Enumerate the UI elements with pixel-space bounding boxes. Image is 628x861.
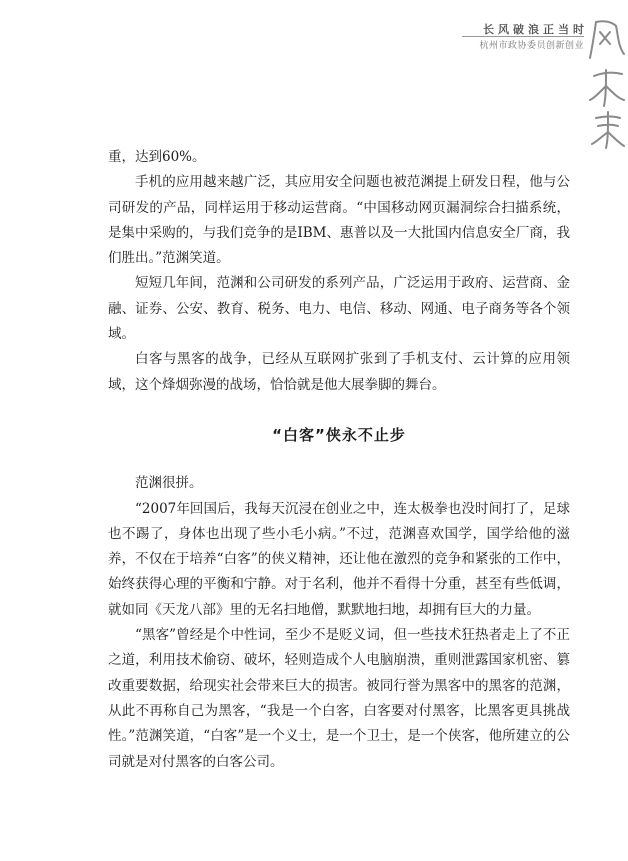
- calligraphy-logo: [586, 14, 626, 154]
- running-header-subtitle: 杭州市政协委员创新创业: [479, 41, 584, 51]
- calligraphy-logo-graphic: [586, 14, 626, 154]
- running-header-title: 长风破浪正当时: [483, 23, 588, 36]
- paragraph: 手机的应用越来越广泛，其应用安全问题也被范渊提上研发日程，他与公司研发的产品，同样运用于移动运营商。“中国移动网页漏洞综合扫描系统，是集中采购的，与我们竞争的是IBM、惠普以及一大批国内信息安全厂商，我们胜出。”范渊笑道。: [108, 174, 570, 267]
- paragraph: “2007年回国后，我每天沉浸在创业之中，连太极拳也没时间打了，足球也不踢了，身体也出现了些小毛小病。”不过，范渊喜欢国学，国学给他的滋养，不仅在于培养“白客”的侠义精神，还让他在激烈的竞争和紧张的工作中，始终获得心理的平衡和宁静。对于名利，他并不看得十分重，甚至有些低调，就如同《天龙八部》里的无名扫地僧，默默地扫地，却拥有巨大的力量。: [108, 500, 570, 618]
- section-heading: “白客”侠永不止步: [272, 425, 406, 444]
- paragraph: 白客与黑客的战争，已经从互联网扩张到了手机支付、云计算的应用领域，这个烽烟弥漫的战场，恰恰就是他大展拳脚的舞台。: [108, 351, 570, 393]
- paragraph: 短短几年间，范渊和公司研发的系列产品，广泛运用于政府、运营商、金融、证券、公安、教育、税务、电力、电信、移动、网通、电子商务等各个领域。: [108, 275, 570, 343]
- paragraph: 重，达到60%。: [108, 149, 206, 165]
- header-divider: [462, 36, 584, 37]
- paragraph: 范渊很拼。: [135, 475, 203, 492]
- paragraph: “黑客”曾经是个中性词，至少不是贬义词，但一些技术狂热者走上了不正之道，利用技术偷窃、破坏，轻则造成个人电脑崩溃，重则泄露国家机密、篡改重要数据，给现实社会带来巨大的损害。被同行誉为黑客中的黑客的范渊，从此不再称自己为黑客，“我是一个白客，白客要对付黑客，比黑客更具挑战性。”范渊笑道，“白客”是一个义士，是一个卫士，是一个侠客，他所建立的公司就是对付黑客的白客公司。: [108, 627, 570, 770]
- article-body: [108, 145, 570, 775]
